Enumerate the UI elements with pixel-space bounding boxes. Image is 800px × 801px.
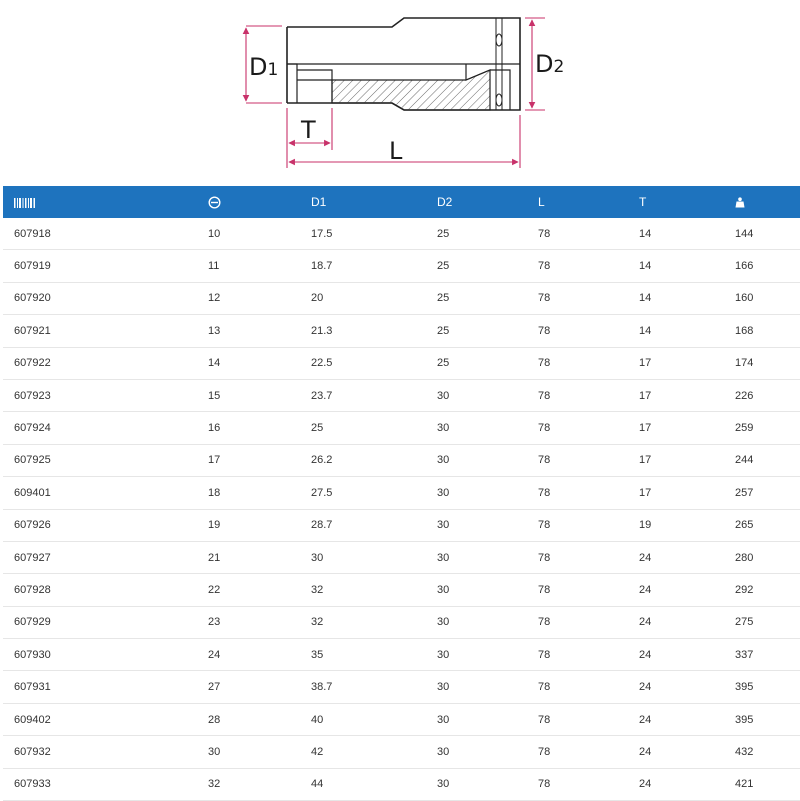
- socket-spec-table: [3, 186, 800, 801]
- cell-d1: 21.3: [311, 315, 437, 347]
- cell-size: 15: [208, 379, 311, 411]
- table-row: [3, 412, 800, 444]
- cell-l: 78: [538, 412, 639, 444]
- cell-l: 78: [538, 315, 639, 347]
- cell-t: 14: [639, 315, 735, 347]
- cell-d1: 30: [311, 541, 437, 573]
- cell-d2: 25: [437, 250, 538, 282]
- socket-body: [287, 18, 520, 110]
- cell-size: 19: [208, 509, 311, 541]
- cell-size: 12: [208, 282, 311, 314]
- cell-weight: 337: [735, 639, 800, 671]
- cell-size: 28: [208, 703, 311, 735]
- table-row: [3, 671, 800, 703]
- cell-weight: 280: [735, 541, 800, 573]
- table-row: [3, 606, 800, 638]
- cell-d2: 30: [437, 639, 538, 671]
- cell-d2: 25: [437, 218, 538, 250]
- cell-d2: 30: [437, 703, 538, 735]
- cell-d2: 30: [437, 477, 538, 509]
- cell-weight: 174: [735, 347, 800, 379]
- cell-l: 78: [538, 250, 639, 282]
- cell-size: 21: [208, 541, 311, 573]
- cell-d1: 18.7: [311, 250, 437, 282]
- cell-d2: 30: [437, 574, 538, 606]
- table-row: [3, 477, 800, 509]
- cell-code: 607933: [3, 768, 208, 800]
- cell-code: 607919: [3, 250, 208, 282]
- cell-l: 78: [538, 703, 639, 735]
- cell-weight: 257: [735, 477, 800, 509]
- cell-t: 24: [639, 671, 735, 703]
- table-row: [3, 639, 800, 671]
- table-row: [3, 379, 800, 411]
- cell-l: 78: [538, 574, 639, 606]
- cell-d1: 44: [311, 768, 437, 800]
- table-row: [3, 768, 800, 800]
- cell-l: 78: [538, 282, 639, 314]
- cell-d2: 25: [437, 347, 538, 379]
- table-row: [3, 703, 800, 735]
- cell-t: 24: [639, 639, 735, 671]
- cell-d1: 32: [311, 606, 437, 638]
- cell-t: 24: [639, 703, 735, 735]
- cell-l: 78: [538, 477, 639, 509]
- cell-l: 78: [538, 347, 639, 379]
- cell-d2: 30: [437, 736, 538, 768]
- cell-code: 607927: [3, 541, 208, 573]
- barcode-icon: [14, 198, 36, 208]
- cell-weight: 168: [735, 315, 800, 347]
- cell-t: 14: [639, 218, 735, 250]
- table-row: [3, 509, 800, 541]
- cell-weight: 160: [735, 282, 800, 314]
- table-row: [3, 541, 800, 573]
- cell-l: 78: [538, 671, 639, 703]
- cell-weight: 259: [735, 412, 800, 444]
- cell-code: 607921: [3, 315, 208, 347]
- cell-code: 607925: [3, 444, 208, 476]
- cell-size: 14: [208, 347, 311, 379]
- cell-d2: 30: [437, 671, 538, 703]
- header-d2: D2: [437, 186, 538, 218]
- cell-t: 17: [639, 379, 735, 411]
- cell-size: 18: [208, 477, 311, 509]
- l-label: L: [389, 137, 403, 165]
- cell-weight: 395: [735, 671, 800, 703]
- cell-t: 17: [639, 412, 735, 444]
- cell-t: 14: [639, 282, 735, 314]
- cell-t: 17: [639, 444, 735, 476]
- d2-label: D2: [535, 50, 565, 78]
- cell-size: 30: [208, 736, 311, 768]
- cell-l: 78: [538, 218, 639, 250]
- cell-t: 17: [639, 477, 735, 509]
- hex-size-icon: [208, 196, 221, 209]
- cell-l: 78: [538, 444, 639, 476]
- cell-l: 78: [538, 639, 639, 671]
- cell-d1: 17.5: [311, 218, 437, 250]
- cell-d2: 30: [437, 606, 538, 638]
- table-body: [3, 218, 800, 801]
- cell-code: 607922: [3, 347, 208, 379]
- cell-size: 22: [208, 574, 311, 606]
- cell-code: 609401: [3, 477, 208, 509]
- cell-code: 607928: [3, 574, 208, 606]
- table-header-row: [3, 186, 800, 218]
- socket-technical-drawing: [0, 0, 800, 186]
- cell-d2: 30: [437, 379, 538, 411]
- header-code: [3, 186, 208, 218]
- cell-code: 607932: [3, 736, 208, 768]
- cell-code: 607918: [3, 218, 208, 250]
- header-l: L: [538, 186, 639, 218]
- header-weight: [735, 186, 800, 218]
- cell-t: 24: [639, 541, 735, 573]
- cell-t: 24: [639, 574, 735, 606]
- cell-size: 23: [208, 606, 311, 638]
- cell-code: 607920: [3, 282, 208, 314]
- cell-weight: 395: [735, 703, 800, 735]
- table-row: [3, 736, 800, 768]
- cell-d1: 32: [311, 574, 437, 606]
- cell-d1: 22.5: [311, 347, 437, 379]
- cell-l: 78: [538, 509, 639, 541]
- table-row: [3, 444, 800, 476]
- header-size: [208, 186, 311, 218]
- cell-l: 78: [538, 606, 639, 638]
- cell-l: 78: [538, 736, 639, 768]
- cell-t: 19: [639, 509, 735, 541]
- cell-d1: 38.7: [311, 671, 437, 703]
- cell-d1: 26.2: [311, 444, 437, 476]
- cell-weight: 166: [735, 250, 800, 282]
- cell-l: 78: [538, 541, 639, 573]
- cell-size: 11: [208, 250, 311, 282]
- cell-size: 10: [208, 218, 311, 250]
- cell-weight: 432: [735, 736, 800, 768]
- cell-weight: 421: [735, 768, 800, 800]
- cell-d2: 25: [437, 315, 538, 347]
- cell-t: 24: [639, 736, 735, 768]
- table-row: [3, 347, 800, 379]
- cell-code: 607929: [3, 606, 208, 638]
- cell-weight: 144: [735, 218, 800, 250]
- d1-label: D1: [249, 53, 279, 81]
- cell-l: 78: [538, 379, 639, 411]
- cell-size: 16: [208, 412, 311, 444]
- table-row: [3, 282, 800, 314]
- cell-t: 17: [639, 347, 735, 379]
- cell-t: 24: [639, 606, 735, 638]
- cell-d2: 30: [437, 541, 538, 573]
- cell-d2: 30: [437, 768, 538, 800]
- table-row: [3, 218, 800, 250]
- cell-size: 27: [208, 671, 311, 703]
- cell-weight: 292: [735, 574, 800, 606]
- table-row: [3, 315, 800, 347]
- cell-size: 32: [208, 768, 311, 800]
- cell-d2: 30: [437, 444, 538, 476]
- cell-code: 607930: [3, 639, 208, 671]
- cell-d2: 30: [437, 412, 538, 444]
- cell-code: 607924: [3, 412, 208, 444]
- cell-weight: 265: [735, 509, 800, 541]
- cell-size: 13: [208, 315, 311, 347]
- table-row: [3, 250, 800, 282]
- cell-d1: 25: [311, 412, 437, 444]
- cell-l: 78: [538, 768, 639, 800]
- cell-weight: 244: [735, 444, 800, 476]
- header-t: T: [639, 186, 735, 218]
- cell-size: 17: [208, 444, 311, 476]
- cell-size: 24: [208, 639, 311, 671]
- cell-code: 609402: [3, 703, 208, 735]
- cell-d1: 27.5: [311, 477, 437, 509]
- cell-code: 607931: [3, 671, 208, 703]
- table-row: [3, 574, 800, 606]
- cell-t: 14: [639, 250, 735, 282]
- cell-d1: 40: [311, 703, 437, 735]
- cell-weight: 226: [735, 379, 800, 411]
- cell-d2: 25: [437, 282, 538, 314]
- cell-t: 24: [639, 768, 735, 800]
- cell-d1: 42: [311, 736, 437, 768]
- cell-weight: 275: [735, 606, 800, 638]
- cell-code: 607923: [3, 379, 208, 411]
- cell-d1: 23.7: [311, 379, 437, 411]
- cell-d1: 28.7: [311, 509, 437, 541]
- socket-drawing-svg: [0, 0, 800, 186]
- cell-d2: 30: [437, 509, 538, 541]
- cell-code: 607926: [3, 509, 208, 541]
- cell-d1: 20: [311, 282, 437, 314]
- cell-d1: 35: [311, 639, 437, 671]
- t-label: T: [301, 116, 316, 144]
- weight-icon: [735, 197, 745, 208]
- header-d1: D1: [311, 186, 437, 218]
